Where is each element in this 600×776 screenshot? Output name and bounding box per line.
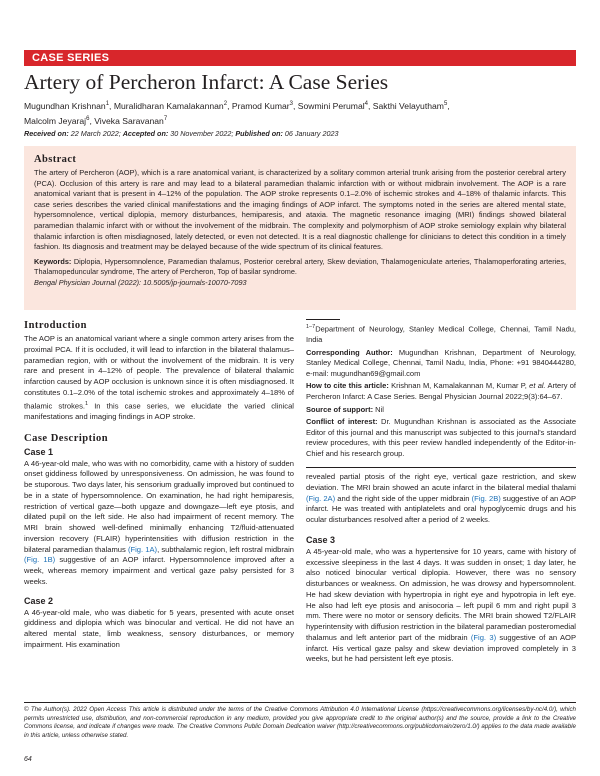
case2-body-continued: revealed partial ptosis of the right eye, vertical gaze restriction, and skew deviation. The MRI brain showed an acute infarct in the bilateral medial thalami (306, 472, 576, 492)
case3-text (306, 547, 576, 665)
author-name: Muralidharan Kamalakannan (113, 100, 224, 111)
case1-text (24, 459, 294, 588)
case2-heading: Case 2 (24, 595, 54, 606)
journal-citation: Bengal Physician Journal (2022): 10.5005/jp-journals-10070-7093 (34, 278, 247, 288)
figure-2a-link[interactable]: (Fig. 2A) (306, 493, 336, 503)
figure-1b-link[interactable]: (Fig. 1B) (24, 555, 56, 565)
conflict-text: Dr. Mugundhan Krishnan is associated as the Associate Editor of this journal and this manuscript was subjected to this journal's standard review procedures, with this peer review handled independently of the Editor-in-Chief and his research group. (306, 417, 576, 459)
accepted-label: Accepted on: (122, 129, 169, 138)
publication-dates (24, 129, 576, 138)
author-affiliation-mark: 1 (105, 101, 110, 107)
how-to-cite-text: Krishnan M, Kamalakannan M, Kumar P, (388, 381, 530, 391)
case1-body-3: suggestive of an AOP infarct. Hypersomnolence improved after a week, whereas memory impairment and vertical gaze palsy persisted for 3 weeks. (24, 555, 294, 586)
introduction-heading: Introduction (24, 320, 87, 331)
reference-mark: 1 (85, 400, 89, 407)
affiliation-mark: 1–7 (306, 324, 316, 330)
keywords (34, 257, 566, 278)
author-name: Viveka Saravanan (94, 115, 164, 126)
how-to-cite-label: How to cite this article: (306, 381, 389, 391)
author-affiliation-mark: 3 (289, 101, 293, 107)
author-affiliation-mark: 7 (163, 115, 168, 122)
case1-body: A 46-year-old male, who was with no comorbidity, came with a history of sudden onset giddiness followed by unresponsiveness. On admission, he was found to be stuporous. Two days later, his sensorium gradually improved but continued to be in a state of hypersomnolence. On examination, he had right hemiparesis, restriction of vertical gaze—both upgaze and downgaze—left eye ptosis, and dilated pupil on the left side. He also had impairment of recent memory. The MRI brain showed well-defined minimally enhancing T2/fluid-attenuated inversion recovery (FLAIR) hyperintensities with diffusion restriction in the bilateral paramedian thalamus (24, 458, 295, 554)
case2-text-continued (306, 472, 576, 526)
case3-body: A 45-year-old male, who was a hypertensive for 10 years, came with history of excessive sleepiness in the last 4 days. It was sudden in onset; 1 day later, he also noticed binocular vertical diplopia. However, there was no sensory disturbances or weakness. On admission, he was drowsy and hypersomnolent. He had skew deviation with hypertropia in right eye and hypotropia in left eye. He also had left eye ptosis and anisocoria – left pupil 6 mm and right pupil 3 mm. There were no motor or sensory deficits. The MRI brain showed T2/FLAIR hyperintensity with diffusion restriction in the bilateral paramedian posteromedial thalamus and left anterior part of the midbrain (306, 546, 576, 642)
left-column (24, 320, 294, 651)
author-name: Sakthi Velayutham (372, 100, 444, 111)
introduction-body-end: In this case series, we elucidate the varied clinical manifestations and imaging findings in AOP stroke. (24, 401, 294, 421)
case3-heading: Case 3 (306, 534, 336, 545)
abstract-box (24, 146, 576, 310)
source-of-support-text: Nil (373, 404, 384, 414)
right-column-body (306, 472, 576, 665)
source-of-support (306, 405, 576, 416)
case1-heading: Case 1 (24, 446, 54, 457)
et-al: et al. (529, 381, 546, 391)
how-to-cite-text-2: Artery of Percheron Infarct: A Case Series. Bengal Physician Journal 2022;9(3):64–67. (306, 381, 576, 402)
keywords-label: Keywords: (34, 256, 72, 266)
article-title: Artery of Percheron Infarct: A Case Series (24, 70, 389, 94)
case2-body-continued-2: and the right side of the upper midbrain (335, 493, 472, 503)
case2-text: A 46-year-old male, who was diabetic for 5 years, presented with acute onset giddiness and diplopia which was binocular and vertical. He did not have an altered mental state, limb weakness, sensory disturbances, or memory impairment. His examination (24, 607, 294, 649)
author-name: Mugundhan Krishnan (24, 100, 106, 111)
page-number: 64 (24, 756, 32, 763)
author-list: Mugundhan Krishnan$^1$, Muralidharan Kamalakannan$^2$, Pramod Kumar$^3$, Sowmini Perumal$^4$, Sakthi Velayutham$^5$, Malcolm Jeyaraj$^6$, Viveka Saravanan$^7$ (24, 100, 450, 126)
figure-1a-link[interactable]: (Fig. 1A) (127, 544, 158, 554)
right-column (306, 322, 576, 462)
author-affiliation-mark: 4 (364, 101, 368, 107)
case1-body-2: , subthalamic region, left rostral midbrain (157, 544, 294, 554)
introduction-text (24, 334, 294, 423)
author-name: Sowmini Perumal (297, 100, 365, 111)
case3-body-2: suggestive of an AOP infarct. His vertical gaze palsy and skew deviation improved completely in 3 weeks, but he had persistent left eye ptosis. (306, 632, 577, 664)
published-label: Published on: (235, 129, 283, 138)
author-name: Malcolm Jeyaraj (24, 115, 87, 126)
how-to-cite (306, 381, 576, 402)
case2-body-continued-3: suggestive of an AOP infarct. He was treated with antiplatelets and oral hypoglycemic drugs and his ocular disturbances resolved after a period of 2 weeks. (306, 493, 577, 524)
keywords-text: Diplopia, Hypersomnolence, Paramedian thalamus, Posterior cerebral artery, Skew deviation, Thalamogeniculate arteries, Thalamoperforating arteries, Thalamopeduncular syndrome, The artery of Percheron, Top of basilar syndrome. (34, 256, 567, 277)
author-name: Pramod Kumar (231, 100, 290, 111)
received-label: Received on: (24, 129, 69, 138)
introduction-body: The AOP is an anatomical variant where a single common artery arises from the proximal PCA. If it is occluded, it will lead to infarction in the bilateral thalamus–paramedian region, with or without the involvement of the midbrain. It is very rare and present in 4–12% of people. The prevalence of bilateral thalamic infarction caused by AOP occlusion is unknown since it is often misdiagnosed. It constitutes 0.1–2.0% of the total ischemic strokes and approximately 4–18% of thalamic strokes. (24, 334, 294, 411)
conflict-of-interest (306, 417, 576, 459)
corresponding-author (306, 348, 576, 380)
figure-2b-link[interactable]: (Fig. 2B) (471, 493, 501, 503)
published-date: 06 January 2023 (284, 129, 339, 138)
abstract-text: The artery of Percheron (AOP), which is a rare anatomical variant, is characterized by a solitary common arterial trunk arising from the posterior cerebral artery (PCA). Occlusion of this artery is rare and may lead to a bilateral paramedian thalamic infarction with or without midbrain involvement. The AOP is a rare anatomical variant that is present in 4–12% of the population. The AOP stroke represents 0.1–2.0% of ischemic strokes and 4–18% of thalamic infarcts. This case series describes the varied clinical manifestations and the imaging findings of AOP infarct. The symptoms noted in the series are altered mental state, hypersomnolence, vertical diplopia, memory disturbances, hemiparesis, and ataxia. The magnetic resonance imaging (MRI) findings showed bilateral paramedian thalamic infarct with or without the involvement of the midbrain. The complexity and polymorphism of AOP stroke semiology explain why bilateral thalamic infarction is often misdiagnosed, lately detected, or even not detected. It is a real diagnostic challenge for clinicians to detect this condition in a timely fashion. Its diagnosis and treatment may be delayed because of the wide spectrum of its clinical features. (34, 168, 566, 252)
corresponding-label: Corresponding Author: (306, 347, 393, 357)
affiliation (306, 322, 576, 346)
footer-divider (24, 702, 576, 703)
article-type-banner: CASE SERIES (24, 50, 576, 66)
source-of-support-label: Source of support: (306, 404, 374, 414)
author-affiliation-mark: 6 (86, 115, 90, 122)
received-date: 22 March 2022; (70, 129, 121, 138)
figure-3-link[interactable]: (Fig. 3) (470, 632, 497, 642)
affiliation-divider (306, 319, 340, 320)
corresponding-text: Mugundhan Krishnan, Department of Neurology, Stanley Medical College, Chennai, Tamil Nadu, India, Phone: +91 9840444280, e-mail: mugundhan69@gmail.com (306, 347, 576, 378)
license-footer: © The Author(s). 2022 Open Access This article is distributed under the terms of the Creative Commons Attribution 4.0 International License (https://creativecommons.org/licenses/by-nc/4.0/), which permits unrestricted use, distribution, and non-commercial reproduction in any medium, provided you give appropriate credit to the original author(s) and the source, provide a link to the Creative Commons license, and indicate if changes were made. The Creative Commons Public Domain Dedication waiver (http://creativecommons.org/publicdomain/zero/1.0/) applies to the data made available in this article, unless otherwise stated. (24, 706, 576, 739)
author-affiliation-mark: 2 (223, 101, 228, 107)
column-divider (306, 467, 576, 468)
author-affiliation-mark: 5 (443, 101, 448, 107)
abstract-heading: Abstract (34, 154, 77, 165)
case-description-heading: Case Description (24, 432, 109, 444)
affiliation-text: Department of Neurology, Stanley Medical College, Chennai, Tamil Nadu, India (306, 324, 576, 345)
conflict-label: Conflict of interest: (306, 417, 378, 427)
accepted-date: 30 November 2022; (170, 129, 234, 138)
